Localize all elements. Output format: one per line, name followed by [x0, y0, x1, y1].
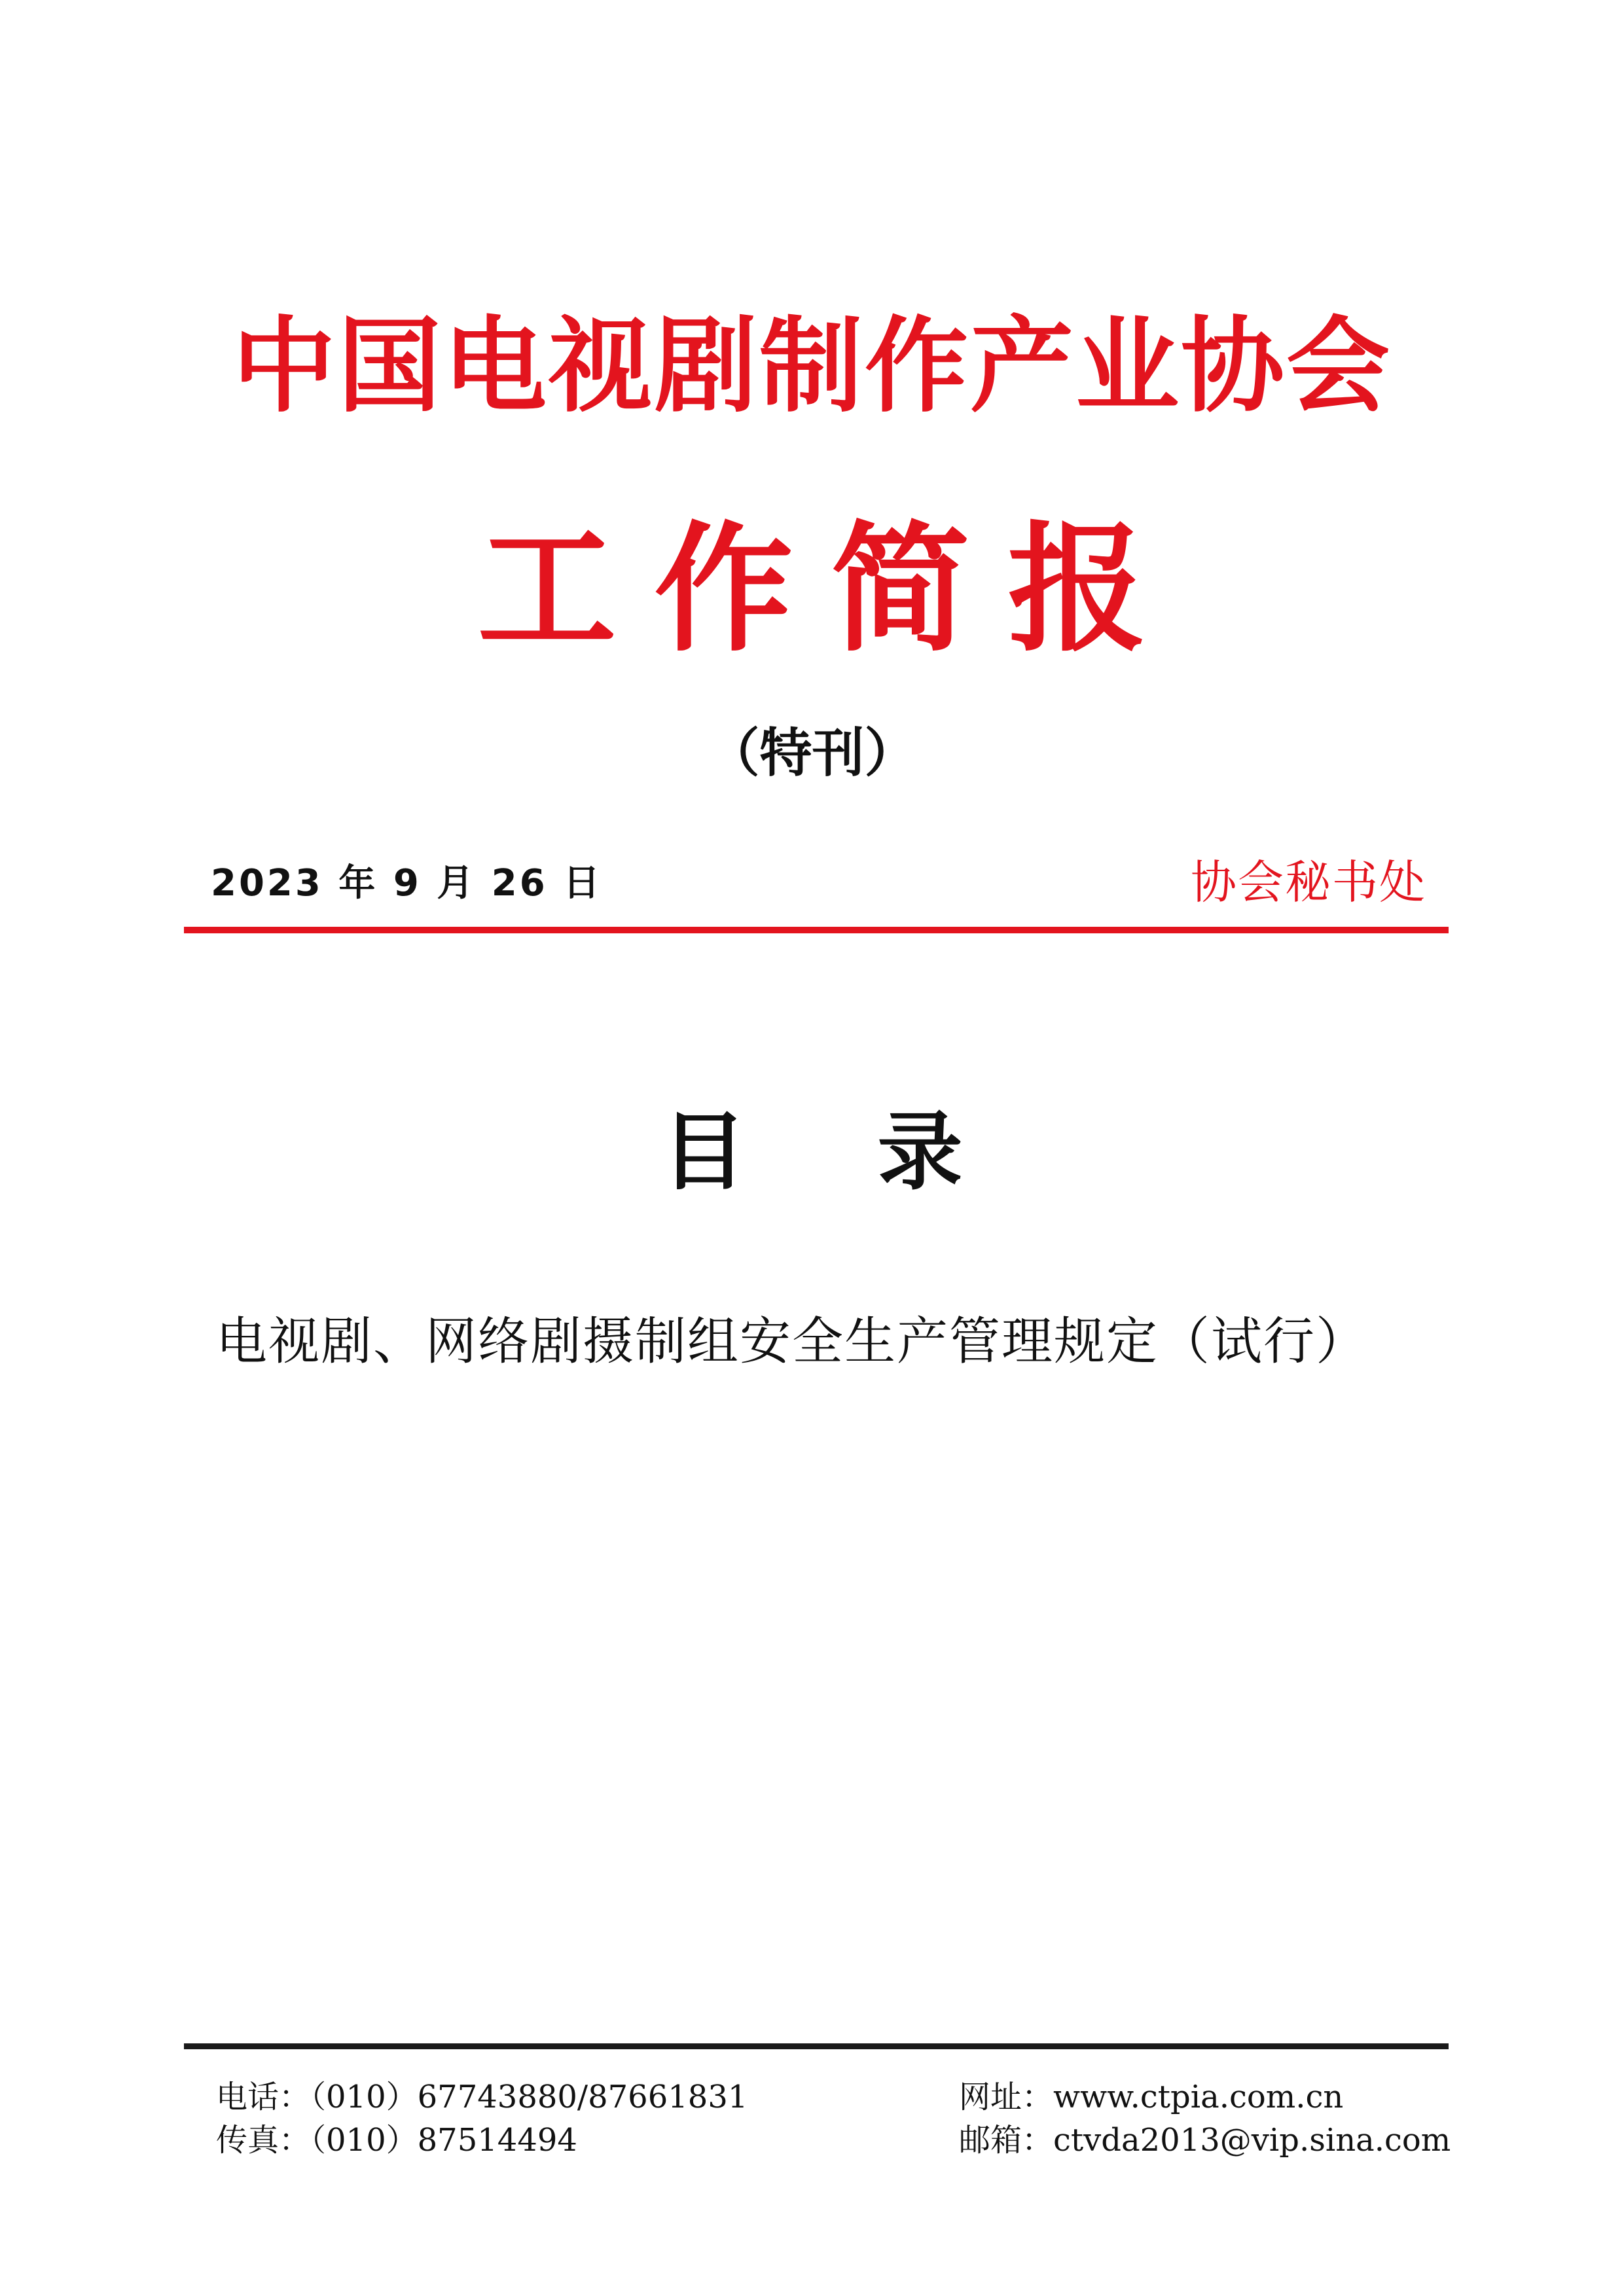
issuing-department: 协会秘书处 [1191, 855, 1426, 909]
toc-heading [0, 1093, 1624, 1211]
footer-email: 邮箱：ctvda2013@vip.sina.com [959, 2122, 1451, 2159]
footer-divider [184, 2043, 1449, 2049]
footer-phone: 电话：（010）67743880/87661831 [216, 2079, 748, 2115]
footer-website: 网址：www.ctpia.com.cn [959, 2079, 1344, 2115]
footer-fax: 传真：（010）87514494 [216, 2122, 577, 2159]
toc-heading-char-2: 录 [877, 1102, 963, 1202]
issue-date: 2023 年 9 月 26 日 [211, 862, 603, 905]
special-edition-label: （特刊） [707, 722, 917, 783]
header-divider [184, 927, 1449, 933]
toc-item: 电视剧、网络剧摄制组安全生产管理规定（试行） [216, 1312, 1369, 1371]
toc-heading-char-1: 目 [661, 1102, 747, 1202]
organization-title: 中国电视剧制作产业协会 [232, 306, 1392, 427]
document-title: 工作简报 [477, 507, 1185, 670]
